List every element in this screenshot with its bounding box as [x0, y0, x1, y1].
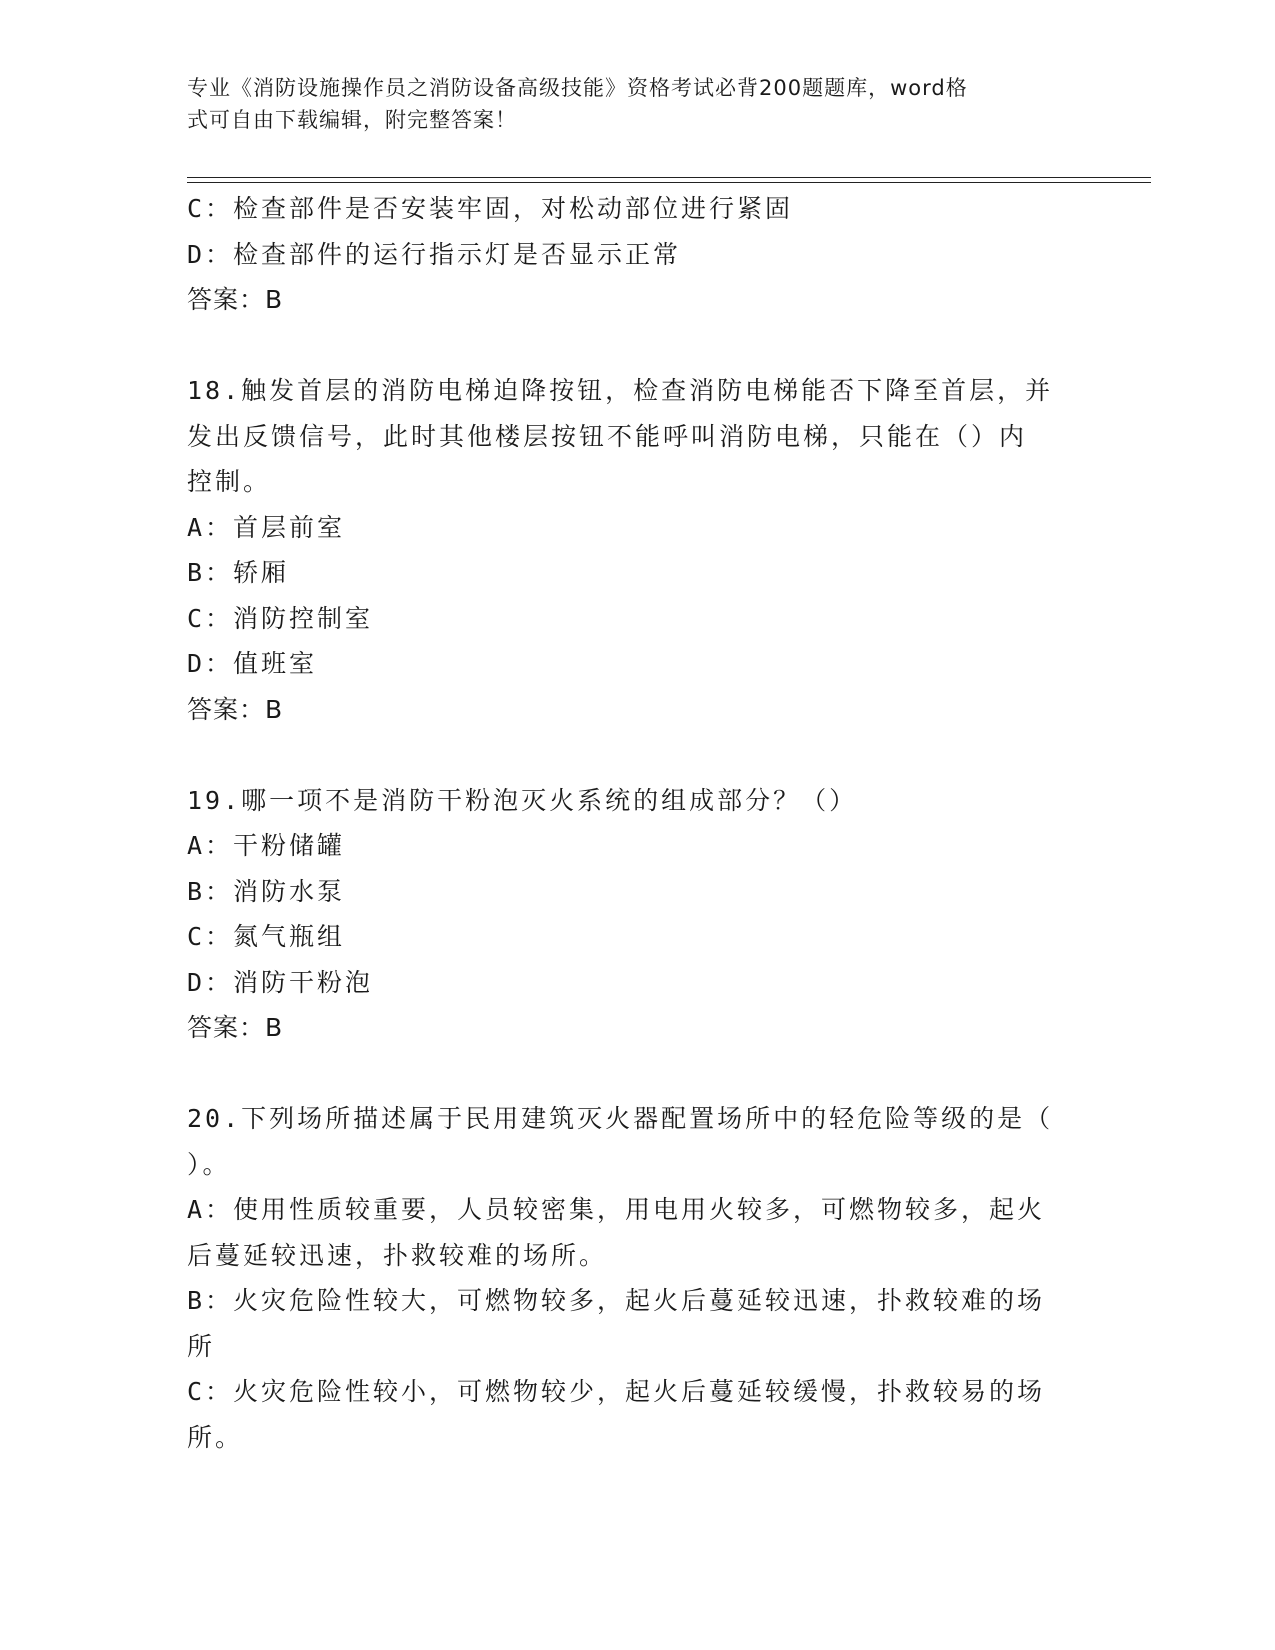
header-divider-bottom — [187, 182, 1151, 183]
answer-line: 答案：B — [187, 1013, 284, 1042]
question-17-fragment — [187, 186, 1067, 323]
question-list — [187, 186, 1067, 1460]
spacer — [187, 323, 1067, 369]
option-c: C：检查部件是否安装牢固，对松动部位进行紧固 — [187, 194, 794, 223]
answer-line: 答案：B — [187, 285, 284, 314]
question-stem: 20.下列场所描述属于民用建筑灭火器配置场所中的轻危险等级的是（ — [187, 1104, 1054, 1133]
option-d: D：值班室 — [187, 649, 318, 678]
header-divider-top — [187, 177, 1151, 178]
spacer — [187, 1051, 1067, 1097]
option-a: A：干粉储罐 — [187, 831, 346, 860]
question-20 — [187, 1096, 1067, 1460]
option-b: B：火灾危险性较大，可燃物较多，起火后蔓延较迅速，扑救较难的场 — [187, 1286, 1046, 1315]
question-18 — [187, 368, 1067, 732]
header-line-2: 式可自由下载编辑，附完整答案！ — [187, 108, 517, 132]
document-header — [187, 72, 1067, 136]
option-a: A：使用性质较重要，人员较密集，用电用火较多，可燃物较多，起火 — [187, 1195, 1046, 1224]
option-d: D：检查部件的运行指示灯是否显示正常 — [187, 239, 682, 269]
option-b: B：轿厢 — [187, 558, 290, 587]
option-d: D：消防干粉泡 — [187, 967, 374, 997]
header-line-1: 专业《消防设施操作员之消防设备高级技能》资格考试必背200题题库，word格 — [187, 76, 968, 100]
option-a: 后蔓延较迅速，扑救较难的场所。 — [187, 1240, 608, 1270]
option-c: 所。 — [187, 1422, 244, 1452]
question-stem: 19.哪一项不是消防干粉泡灭火系统的组成部分？（） — [187, 785, 858, 815]
spacer — [187, 732, 1067, 778]
option-b: B：消防水泵 — [187, 876, 346, 906]
question-stem: 控制。 — [187, 467, 272, 496]
question-stem: 18.触发首层的消防电梯迫降按钮，检查消防电梯能否下降至首层，并 — [187, 376, 1054, 405]
option-a: A：首层前室 — [187, 512, 346, 542]
question-stem: 发出反馈信号，此时其他楼层按钮不能呼叫消防电梯，只能在（）内 — [187, 421, 1028, 451]
question-stem: ）。 — [187, 1149, 231, 1179]
option-c: C：火灾危险性较小，可燃物较少，起火后蔓延较缓慢，扑救较易的场 — [187, 1377, 1046, 1406]
option-b: 所 — [187, 1331, 216, 1361]
option-c: C：氮气瓶组 — [187, 922, 346, 951]
question-19 — [187, 778, 1067, 1051]
option-c: C：消防控制室 — [187, 603, 374, 633]
answer-line: 答案：B — [187, 694, 284, 724]
